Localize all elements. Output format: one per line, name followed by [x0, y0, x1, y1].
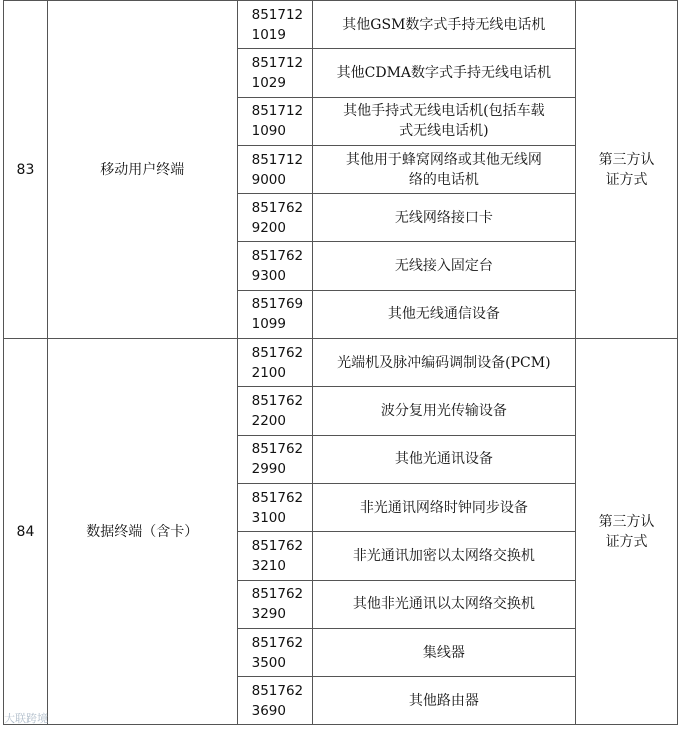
hs-code-part1: 851762 [251, 682, 304, 699]
hs-code-part2: 2100 [251, 364, 286, 381]
certification-method [576, 339, 678, 725]
hs-code-cell [237, 532, 312, 580]
product-name-cell [312, 97, 576, 145]
product-name-line1: 集线器 [422, 644, 465, 661]
hs-code-cell [237, 1, 312, 49]
product-name-cell [312, 435, 576, 483]
product-name-cell [312, 242, 576, 290]
product-name-cell [312, 628, 576, 676]
hs-code-cell [237, 97, 312, 145]
hs-code-part1: 851712 [251, 151, 304, 168]
hs-code-cell [237, 483, 312, 531]
product-table [3, 0, 678, 725]
group-number: 83 [4, 1, 48, 339]
product-name-cell [312, 145, 576, 193]
hs-code-part2: 9000 [251, 171, 286, 188]
hs-code-part1: 851762 [251, 248, 304, 265]
hs-code-part2: 2200 [251, 413, 286, 430]
product-name-line1: 无线接入固定台 [394, 258, 493, 275]
product-name-line2: 式无线电话机) [399, 123, 489, 140]
product-name-line1: 非光通讯加密以太网络交换机 [352, 547, 535, 564]
hs-code-cell [237, 242, 312, 290]
group-category: 移动用户终端 [47, 1, 237, 339]
hs-code-cell [237, 580, 312, 628]
product-name-line1: 其他CDMA数字式手持无线电话机 [336, 64, 552, 81]
product-name-line1: 其他路由器 [408, 692, 479, 709]
product-name-cell [312, 49, 576, 97]
hs-code-part2: 9200 [251, 219, 286, 236]
hs-code-cell [237, 49, 312, 97]
hs-code-part2: 9300 [251, 268, 286, 285]
product-name-cell [312, 290, 576, 338]
hs-code-part2: 1090 [251, 123, 286, 140]
product-name-cell [312, 677, 576, 725]
product-name-cell [312, 194, 576, 242]
product-name-line1: 光端机及脉冲编码调制设备(PCM) [337, 354, 551, 371]
method-line2: 证方式 [605, 171, 648, 188]
hs-code-part1: 851762 [251, 537, 304, 554]
product-name-line1: 其他GSM数字式手持无线电话机 [342, 16, 546, 33]
hs-code-part1: 851762 [251, 393, 304, 410]
hs-code-part1: 851762 [251, 441, 304, 458]
product-name-line1: 其他光通讯设备 [394, 451, 493, 468]
method-line1: 第三方认 [598, 513, 655, 530]
product-name-line1: 非光通讯网络时钟同步设备 [359, 499, 528, 516]
hs-code-cell [237, 435, 312, 483]
group-category: 数据终端（含卡） [47, 339, 237, 725]
product-name-line1: 波分复用光传输设备 [380, 403, 507, 420]
hs-code-part2: 3500 [251, 654, 286, 671]
hs-code-cell [237, 628, 312, 676]
hs-code-part2: 1019 [251, 26, 286, 43]
watermark: 大联跨境 [4, 712, 48, 725]
product-name-cell [312, 1, 576, 49]
hs-code-part1: 851762 [251, 634, 304, 651]
hs-code-part2: 1099 [251, 316, 286, 333]
hs-code-cell [237, 290, 312, 338]
hs-code-part2: 3210 [251, 557, 286, 574]
hs-code-part1: 851762 [251, 489, 304, 506]
hs-code-part2: 3690 [251, 702, 286, 719]
hs-code-cell [237, 677, 312, 725]
hs-code-part2: 3100 [251, 509, 286, 526]
hs-code-part1: 851712 [251, 6, 304, 23]
product-name-line1: 无线网络接口卡 [394, 209, 493, 226]
hs-code-cell [237, 387, 312, 435]
product-name-cell [312, 483, 576, 531]
hs-code-cell [237, 194, 312, 242]
hs-code-part1: 851712 [251, 54, 304, 71]
group-number: 84 [4, 339, 48, 725]
hs-code-part1: 851762 [251, 344, 304, 361]
hs-code-cell [237, 339, 312, 387]
hs-code-part2: 3290 [251, 606, 286, 623]
hs-code-part2: 2990 [251, 461, 286, 478]
table-row [4, 339, 678, 387]
product-name-line1: 其他无线通信设备 [387, 306, 500, 323]
product-name-cell [312, 387, 576, 435]
table-body [4, 1, 678, 725]
certification-method [576, 1, 678, 339]
hs-code-part1: 851712 [251, 103, 304, 120]
product-name-cell [312, 580, 576, 628]
hs-code-part1: 851762 [251, 586, 304, 603]
method-line2: 证方式 [605, 533, 648, 550]
method-line1: 第三方认 [598, 151, 655, 168]
product-name-line1: 其他手持式无线电话机(包括车载 [343, 103, 545, 120]
hs-code-part2: 1029 [251, 74, 286, 91]
hs-code-part1: 851762 [251, 199, 304, 216]
product-name-line1: 其他非光通讯以太网络交换机 [352, 596, 535, 613]
product-name-line1: 其他用于蜂窝网络或其他无线网 [345, 151, 542, 168]
table-row [4, 1, 678, 49]
hs-code-part1: 851769 [251, 296, 304, 313]
product-name-line2: 络的电话机 [408, 171, 479, 188]
hs-code-cell [237, 145, 312, 193]
product-name-cell [312, 339, 576, 387]
product-name-cell [312, 532, 576, 580]
